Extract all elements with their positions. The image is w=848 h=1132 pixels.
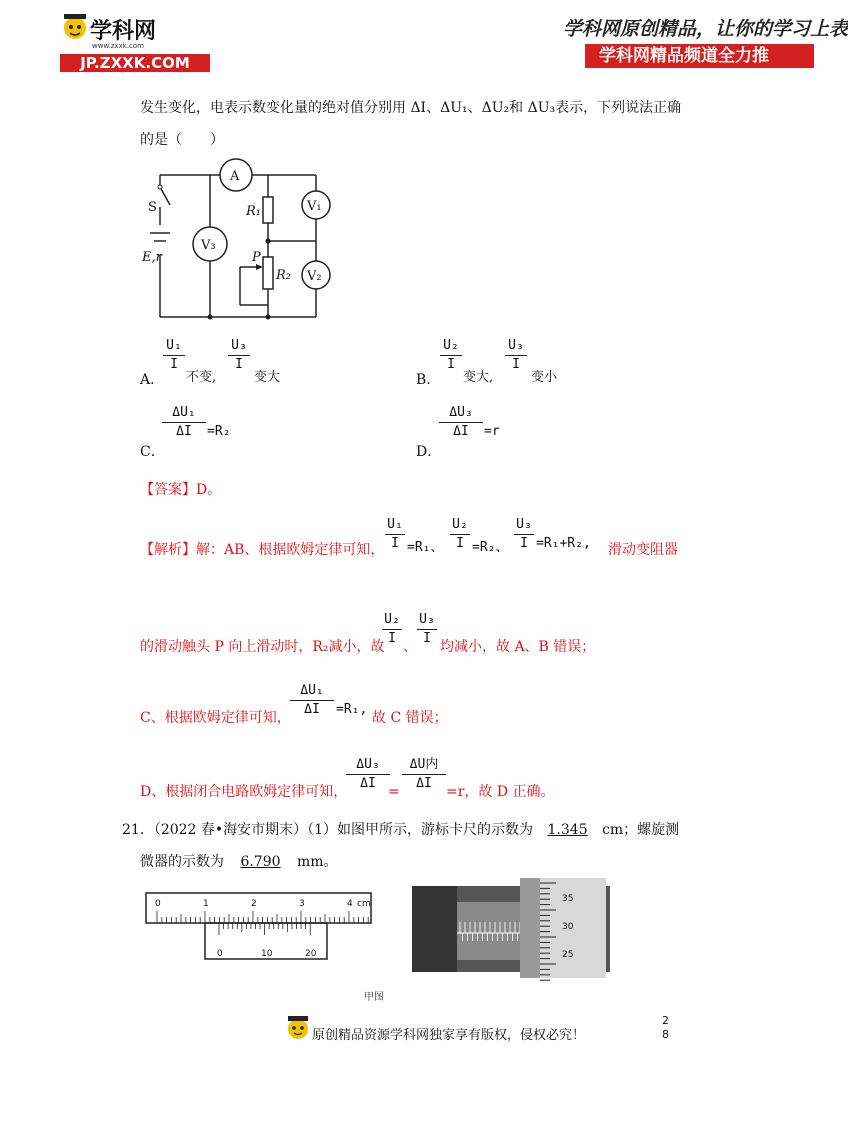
analysis-l1-frac2: U₂ I <box>450 517 470 552</box>
analysis-l4-text: D、根据闭合电路欧姆定律可知， <box>140 784 348 800</box>
opt-b-text1: 变大, <box>463 370 494 385</box>
q21-line1 <box>122 820 679 840</box>
analysis-l1-eq2: =R₂、 <box>472 540 509 555</box>
opt-a-frac1: U₁ I <box>163 338 185 373</box>
analysis-l2-frac1: U₂ I <box>382 612 402 647</box>
q21-line1-a: 21．（2022 春•海安市期末）（1）如图甲所示，游标卡尺的示数为 <box>122 822 534 838</box>
analysis-l2-sep: 、 <box>403 639 417 655</box>
figure-caption: 甲图 <box>364 992 384 1003</box>
vernier-caliper-figure <box>145 890 375 965</box>
analysis-l1-eq1: =R₁、 <box>407 540 444 555</box>
micrometer-25: 25 <box>562 950 574 960</box>
q21-line2-a: 微器的示数为 <box>140 854 224 870</box>
opt-d-frac: ΔU₃ ΔI <box>439 405 483 440</box>
q20-line1: 发生变化，电表示数变化量的绝对值分别用 ΔI、ΔU₁、ΔU₂和 ΔU₃表示，下列说法正确 <box>140 100 682 116</box>
analysis-l4-frac1: ΔU₃ ΔI <box>346 757 390 792</box>
micrometer-30: 30 <box>562 922 574 932</box>
caliper-vernier-10: 10 <box>261 949 273 959</box>
analysis-l4-tail: =r，故 D 正确。 <box>446 784 555 800</box>
header-banner: 学科网精品频道全力推 <box>585 44 814 68</box>
circuit-label-v2: V₂ <box>307 269 322 284</box>
page-number: 28 <box>662 1014 669 1041</box>
analysis-l1-text: 解：AB、根据欧姆定律可知， <box>196 542 385 558</box>
opt-d-rhs: =r <box>484 424 500 439</box>
caliper-main-4: 4 <box>347 899 353 909</box>
opt-a-text1: 不变, <box>186 370 217 385</box>
opt-c-letter[interactable]: C． <box>140 444 165 460</box>
footer-mascot-icon <box>285 1014 311 1044</box>
mascot-icon <box>60 12 90 48</box>
micrometer-figure <box>412 878 610 978</box>
answer-line: 【答案】D。 <box>140 482 222 498</box>
q21-blank1: 1.345 <box>547 822 588 838</box>
header-slogan: 学科网原创精品，让你的学习上表 <box>563 18 848 40</box>
opt-b-frac1: U₂ I <box>440 338 462 373</box>
circuit-label-r1: R₁ <box>246 204 261 219</box>
analysis-l1-tail: 滑动变阻器 <box>608 542 678 558</box>
header-logo[interactable] <box>60 12 210 72</box>
opt-b-text2: 变小 <box>531 370 558 385</box>
opt-a-frac2: U₃ I <box>228 338 250 373</box>
opt-b-letter[interactable]: B． <box>416 372 441 388</box>
q21-blank2: 6.790 <box>240 854 281 870</box>
footer-text: 原创精品资源学科网独家享有版权，侵权必究！ <box>312 1028 586 1043</box>
analysis-l1-frac1: U₁ I <box>385 517 405 552</box>
logo-domain: JP.ZXXK.COM <box>60 54 210 72</box>
q20-line2: 的是（ ） <box>140 132 224 148</box>
caliper-vernier-20: 20 <box>305 949 317 959</box>
analysis-l3-tail: 故 C 错误； <box>372 710 448 726</box>
analysis-l1-eq3: =R₁+R₂, <box>536 536 591 551</box>
q21-line1-b: cm；螺旋测 <box>602 822 680 838</box>
logo-cn: 学科网 <box>90 19 157 44</box>
analysis-l3-text: C、根据欧姆定律可知， <box>140 710 291 726</box>
opt-b-frac2: U₃ I <box>505 338 527 373</box>
micrometer-35: 35 <box>562 894 574 904</box>
caliper-main-1: 1 <box>203 899 209 909</box>
analysis-l3-frac: ΔU₁ ΔI <box>290 683 334 718</box>
q21-line2-b: mm。 <box>297 854 338 870</box>
caliper-unit: cm <box>357 899 371 909</box>
caliper-main-0: 0 <box>155 899 161 909</box>
analysis-l2-tail: 均减小，故 A、B 错误； <box>440 639 596 655</box>
caliper-vernier-0: 0 <box>217 949 223 959</box>
circuit-label-r2: R₂ <box>276 268 291 283</box>
analysis-l4-eq1: = <box>388 784 400 800</box>
analysis-prefix: 【解析】 <box>140 542 196 558</box>
circuit-label-s: S <box>148 200 157 215</box>
analysis-l2-frac2: U₃ I <box>417 612 437 647</box>
opt-c-rhs: =R₂ <box>207 424 231 439</box>
analysis-l1-frac3: U₃ I <box>514 517 534 552</box>
circuit-label-v1: V₁ <box>307 199 322 214</box>
caliper-main-3: 3 <box>299 899 305 909</box>
opt-c-frac: ΔU₁ ΔI <box>162 405 206 440</box>
opt-a-letter[interactable]: A． <box>140 372 165 388</box>
analysis-l2-text: 的滑动触头 P 向上滑动时，R₂减小，故 <box>140 639 385 655</box>
circuit-diagram <box>140 155 340 325</box>
q21-line2 <box>140 852 338 872</box>
caliper-main-2: 2 <box>251 899 257 909</box>
logo-url-small: www.zxxk.com <box>92 42 144 50</box>
analysis-l3-eq: =R₁, <box>336 702 368 717</box>
circuit-label-p: P <box>252 250 261 265</box>
opt-a-text2: 变大 <box>254 370 281 385</box>
circuit-label-a: A <box>230 169 240 184</box>
analysis-l4-frac2: ΔU内 ΔI <box>402 757 446 792</box>
circuit-label-v3: V₃ <box>201 238 216 253</box>
circuit-label-er: E,r <box>142 250 162 265</box>
opt-d-letter[interactable]: D． <box>416 444 442 460</box>
